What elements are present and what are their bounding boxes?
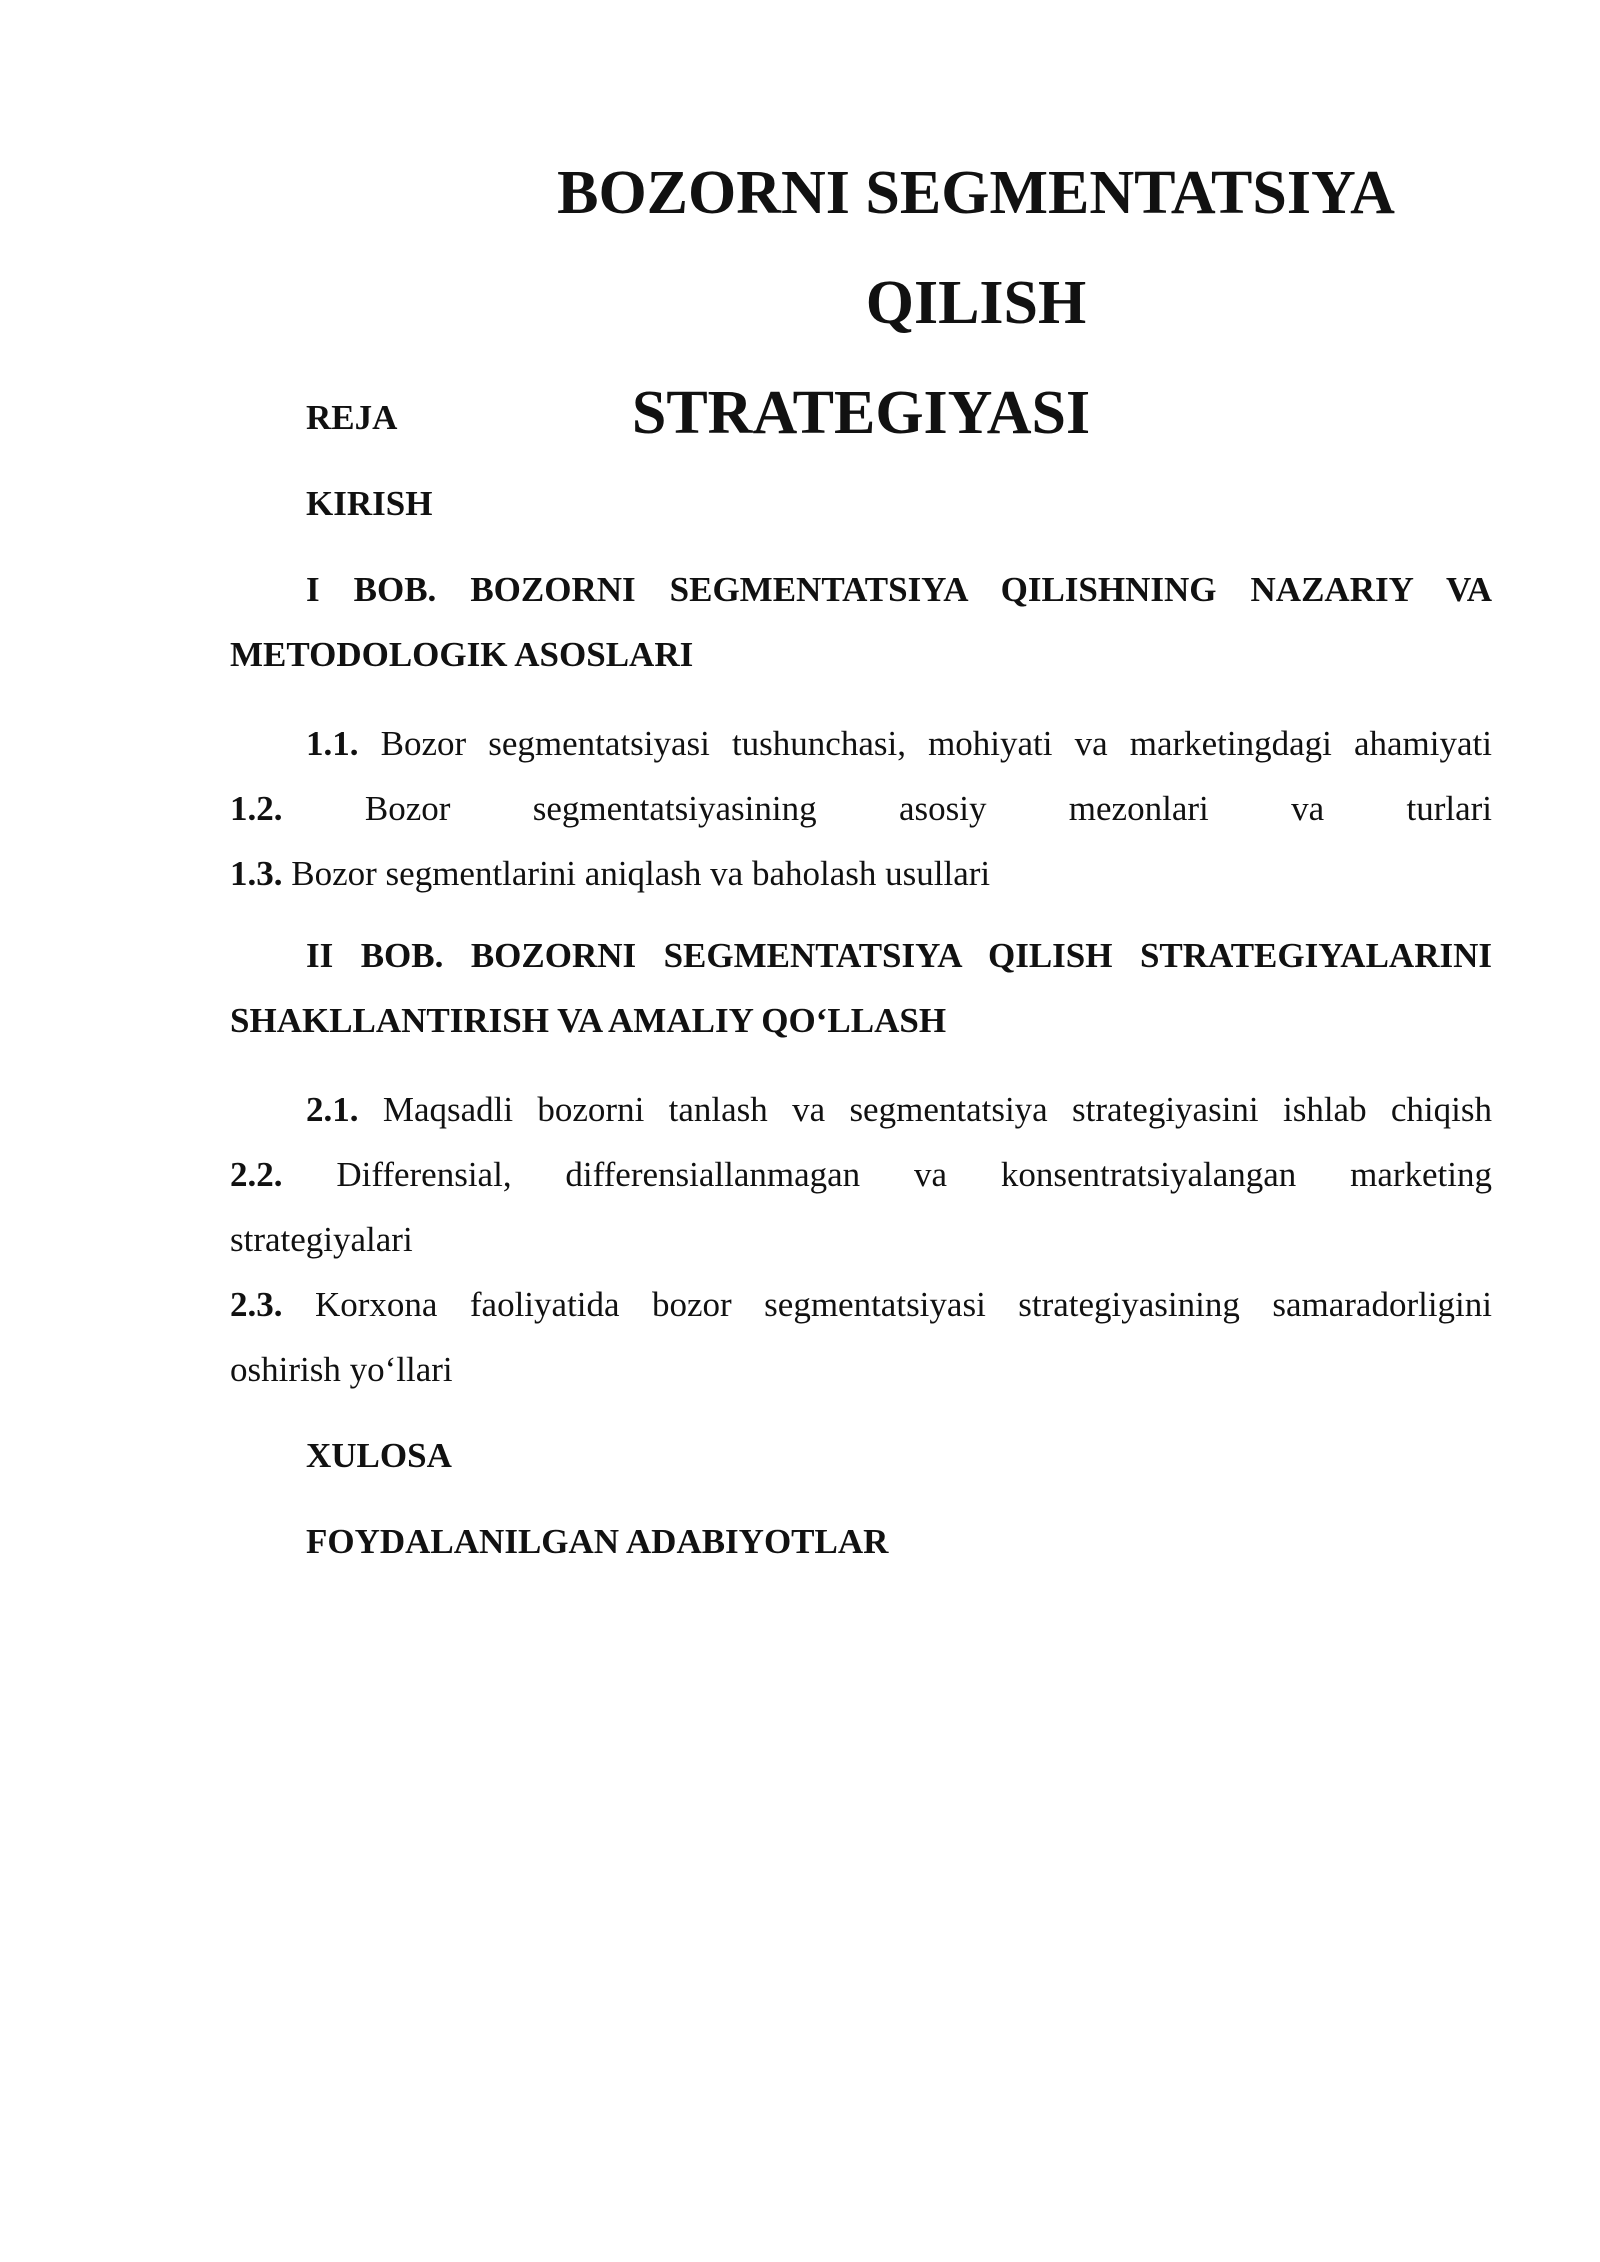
chapter-2-heading-line-1: II BOB. BOZORNI SEGMENTATSIYA QILISH STRATEGIYALARINI bbox=[306, 936, 1492, 975]
toc-item-1-1 bbox=[230, 711, 1492, 776]
chapter-1-heading-line-2: METODOLOGIK ASOSLARI bbox=[230, 635, 694, 674]
toc-item-2-2 bbox=[230, 1142, 1492, 1207]
heading-kirish: KIRISH bbox=[306, 484, 433, 523]
chapter-2-heading bbox=[230, 923, 1492, 1053]
toc-item-number: 1.1. bbox=[306, 724, 359, 763]
heading-reja: REJA bbox=[306, 398, 398, 437]
chapter-1-heading bbox=[230, 557, 1492, 687]
toc-item-number: 1.3. bbox=[230, 854, 283, 893]
toc-item-1-3 bbox=[230, 841, 1492, 906]
toc-item-text: Maqsadli bozorni tanlash va segmentatsiya strategiyasini ishlab chiqish bbox=[358, 1090, 1492, 1129]
toc-item-number: 2.3. bbox=[230, 1285, 283, 1324]
heading-xulosa: XULOSA bbox=[306, 1436, 452, 1475]
chapter-2-heading-line-2: SHAKLLANTIRISH VA AMALIY QO‘LLASH bbox=[230, 1001, 947, 1040]
toc-item-text: Differensial, differensiallanmagan va konsentratsiyalangan marketing bbox=[282, 1155, 1492, 1194]
toc-item-2-1 bbox=[230, 1077, 1492, 1142]
toc-item-2-3-continuation: oshirish yo‘llari bbox=[230, 1350, 453, 1389]
chapter-2-items bbox=[230, 1077, 1492, 1402]
toc-item-2-3 bbox=[230, 1272, 1492, 1337]
toc-item-1-2 bbox=[230, 776, 1492, 841]
chapter-1-heading-line-1: I BOB. BOZORNI SEGMENTATSIYA QILISHNING NAZARIY VA bbox=[306, 570, 1492, 609]
toc-item-number: 2.2. bbox=[230, 1155, 283, 1194]
chapter-1-items bbox=[230, 711, 1492, 906]
toc-item-text: Korxona faoliyatida bozor segmentatsiyasi strategiyasining samaradorligini bbox=[282, 1285, 1492, 1324]
toc-item-text: Bozor segmentatsiyasi tushunchasi, mohiyati va marketingdagi ahamiyati bbox=[358, 724, 1492, 763]
toc-item-2-2-continuation: strategiyalari bbox=[230, 1220, 413, 1259]
toc-item-number: 1.2. bbox=[230, 789, 283, 828]
title-line-2: STRATEGIYASI bbox=[631, 379, 1091, 447]
heading-adabiyotlar: FOYDALANILGAN ADABIYOTLAR bbox=[306, 1522, 889, 1561]
toc-item-number: 2.1. bbox=[306, 1090, 359, 1129]
title-line-1: BOZORNI SEGMENTATSIYA QILISH bbox=[557, 159, 1395, 337]
toc-item-text: Bozor segmentatsiyasining asosiy mezonlari va turlari bbox=[282, 789, 1492, 828]
toc-item-text: Bozor segmentlarini aniqlash va baholash usullari bbox=[282, 854, 991, 893]
